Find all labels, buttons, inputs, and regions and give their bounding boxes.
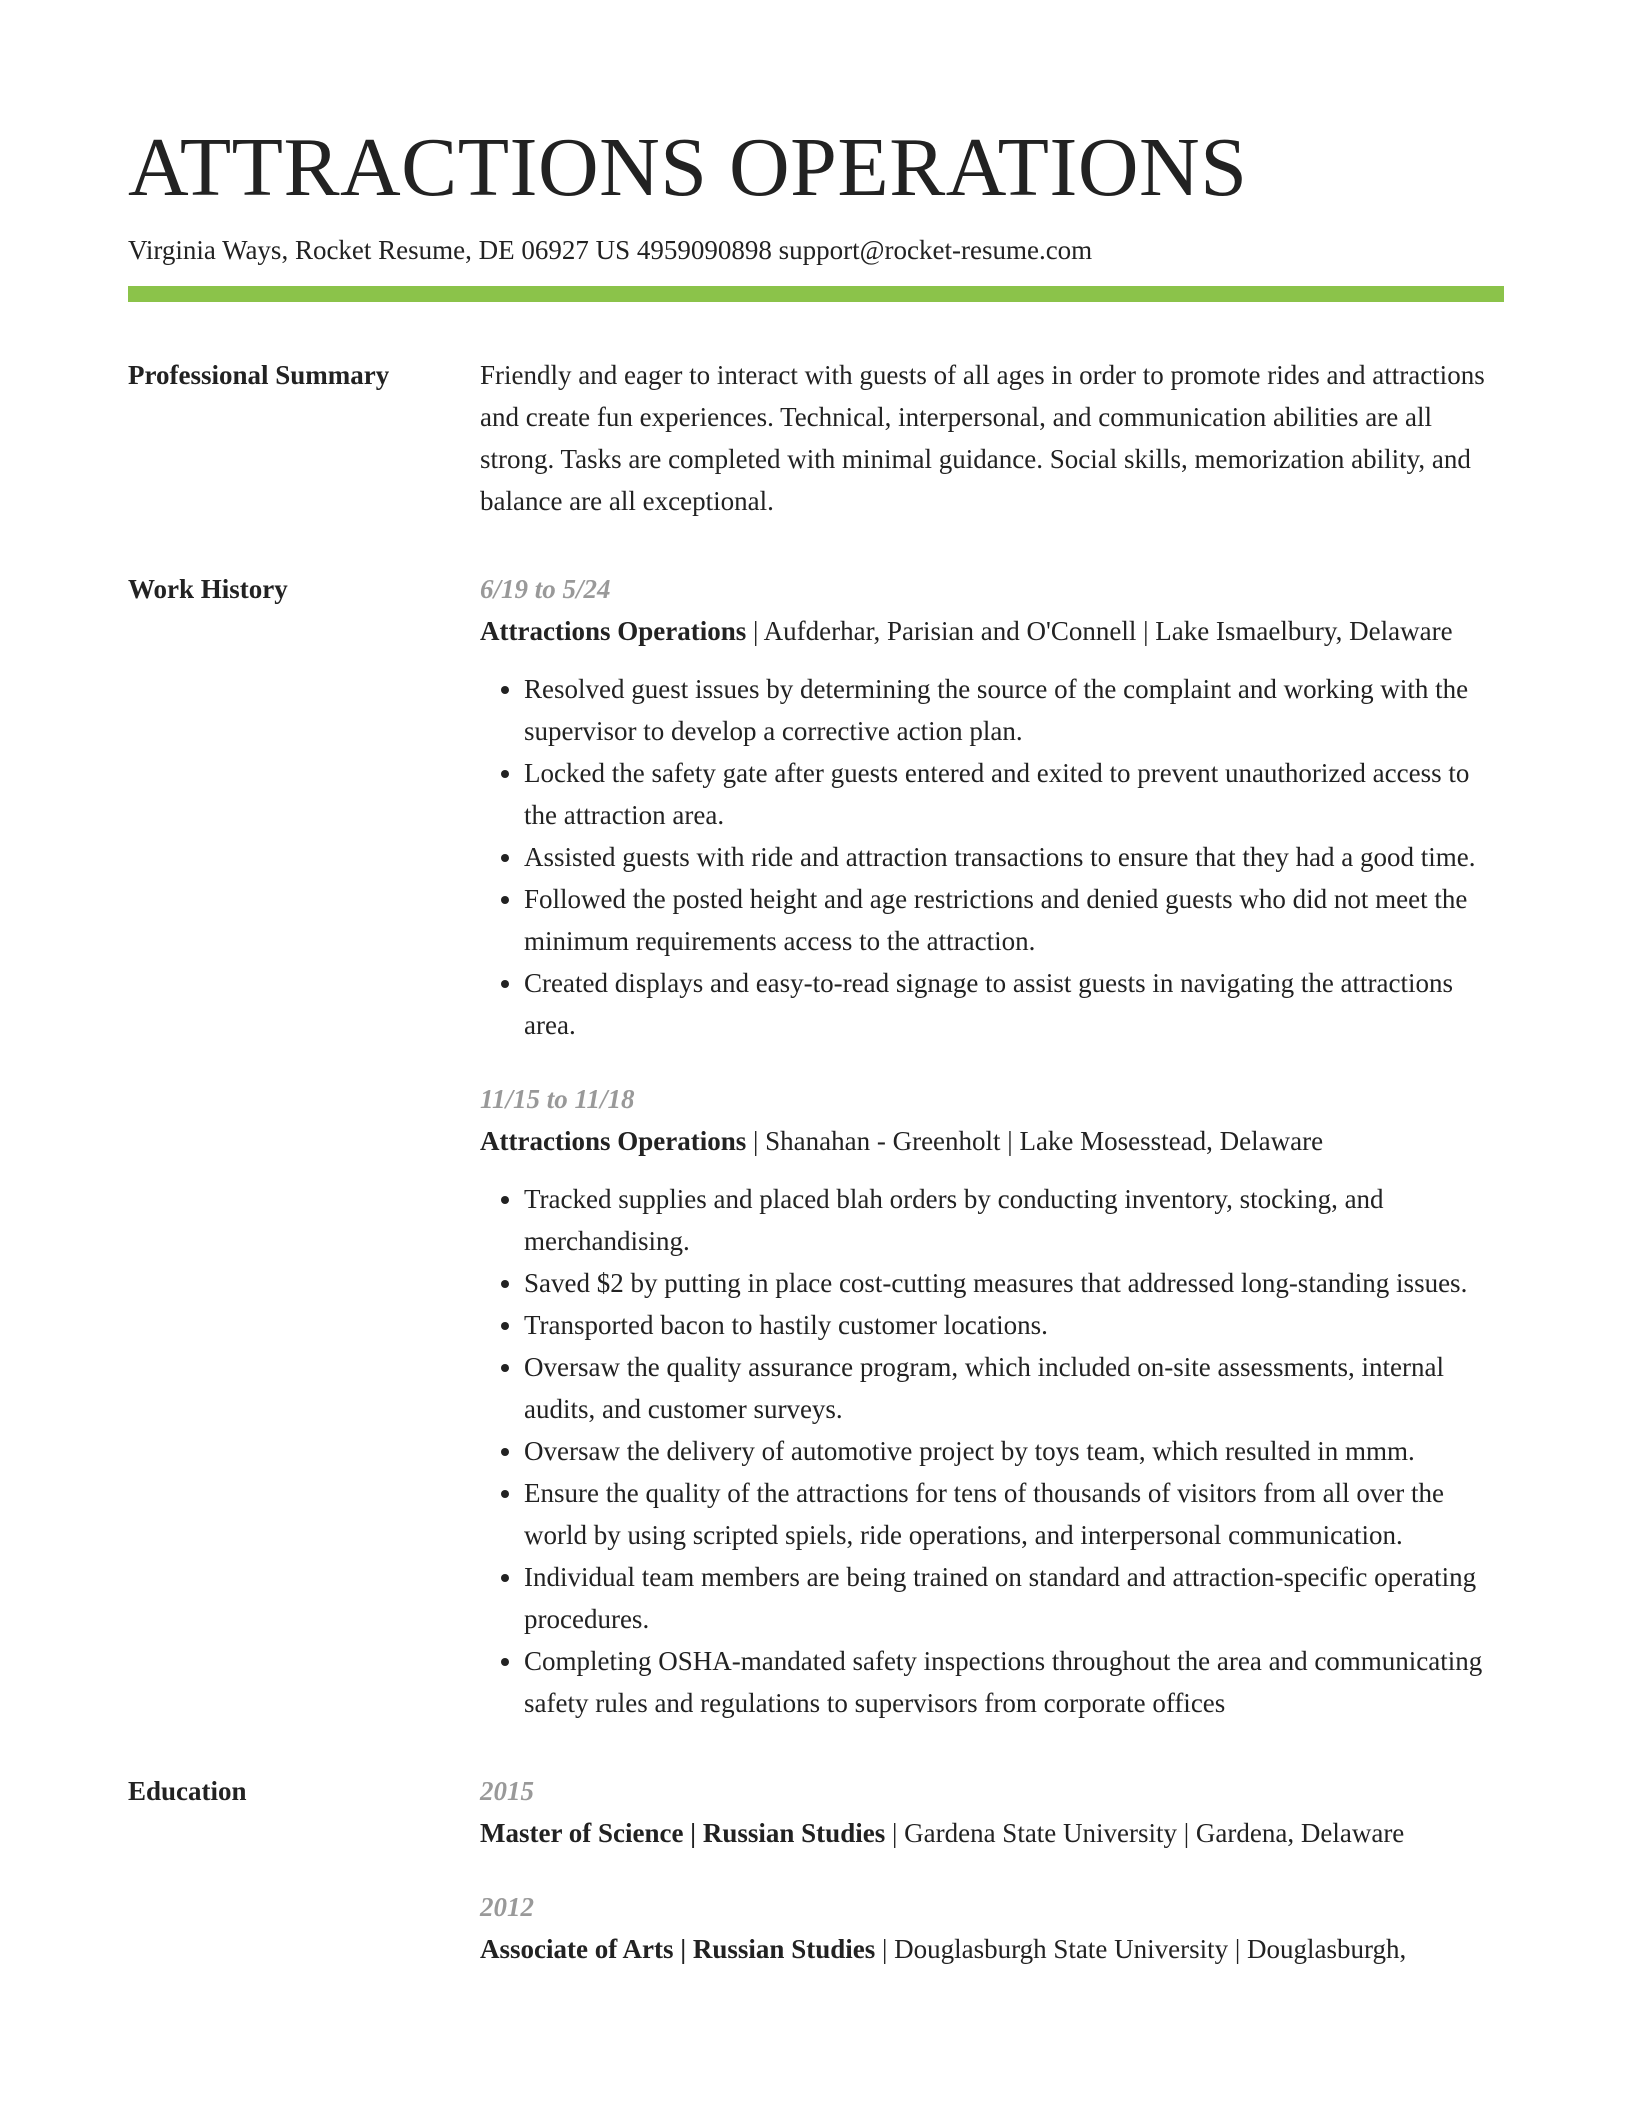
- job-bullet: • Individual team members are being trained on standard and attraction-specific operating procedures.: [524, 1556, 1504, 1640]
- education-entry: [480, 1770, 1504, 1854]
- job-bullet: • Resolved guest issues by determining the source of the complaint and working with the supervisor to develop a corrective action plan.: [524, 668, 1504, 752]
- section-label-summary: Professional Summary: [128, 360, 390, 390]
- summary-content: [480, 354, 1504, 522]
- job-bullet: • Followed the posted height and age restrictions and denied guests who did not meet the minimum requirements access to the attraction.: [524, 878, 1504, 962]
- education-line: [480, 1928, 1504, 1970]
- education-entry: [480, 1886, 1504, 1970]
- job-bullet: • Saved $2 by putting in place cost-cutting measures that addressed long-standing issues.: [524, 1262, 1504, 1304]
- education-line: [480, 1812, 1504, 1854]
- job-bullet: • Transported bacon to hastily customer locations.: [524, 1304, 1504, 1346]
- candidate-name: ATTRACTIONS OPERATIONS: [128, 121, 1248, 214]
- job-entry: [480, 568, 1504, 1046]
- section-label-education: Education: [128, 1776, 247, 1806]
- work-history-section: [128, 568, 1504, 1724]
- contact-line: Virginia Ways, Rocket Resume, DE 06927 US 4959090898 support@rocket-resume.com: [128, 235, 1093, 265]
- job-bullet: • Locked the safety gate after guests entered and exited to prevent unauthorized access to the attraction area.: [524, 752, 1504, 836]
- education-content: [480, 1770, 1504, 1970]
- job-details: | Aufderhar, Parisian and O'Connell | Lake Ismaelbury, Delaware: [746, 616, 1453, 646]
- job-bullet: • Oversaw the quality assurance program, which included on-site assessments, internal audits, and customer surveys.: [524, 1346, 1504, 1430]
- education-degree: Associate of Arts | Russian Studies: [480, 1934, 876, 1964]
- education-year: 2015: [480, 1776, 534, 1806]
- job-dates: 6/19 to 5/24: [480, 574, 611, 604]
- section-label-work-history: Work History: [128, 574, 288, 604]
- job-bullets: [480, 668, 1504, 1046]
- education-degree: Master of Science | Russian Studies: [480, 1818, 886, 1848]
- job-bullet: • Oversaw the delivery of automotive project by toys team, which resulted in mmm.: [524, 1430, 1504, 1472]
- job-title-line: [480, 610, 1504, 652]
- resume-page: [128, 118, 1504, 1970]
- job-bullets: [480, 1178, 1504, 1724]
- summary-section: [128, 354, 1504, 522]
- education-details: | Gardena State University | Gardena, Delaware: [885, 1818, 1405, 1848]
- job-dates: 11/15 to 11/18: [480, 1084, 635, 1114]
- education-year: 2012: [480, 1892, 534, 1922]
- job-bullet: • Completing OSHA-mandated safety inspections throughout the area and communicating safety rules and regulations to supervisors from corporate offices: [524, 1640, 1504, 1724]
- job-title: Attractions Operations: [480, 1126, 747, 1156]
- job-title-line: [480, 1120, 1504, 1162]
- job-bullet: • Tracked supplies and placed blah orders by conducting inventory, stocking, and merchandising.: [524, 1178, 1504, 1262]
- work-history-content: [480, 568, 1504, 1724]
- job-bullet: • Ensure the quality of the attractions for tens of thousands of visitors from all over the world by using scripted spiels, ride operations, and interpersonal communication.: [524, 1472, 1504, 1556]
- accent-divider: [128, 286, 1504, 302]
- summary-text: Friendly and eager to interact with guests of all ages in order to promote rides and attractions and create fun experiences. Technical, interpersonal, and communication abilities are all strong. Tasks are completed with minimal guidance. Social skills, memorization ability, and balance are all exceptional.: [480, 360, 1485, 516]
- education-details: | Douglasburgh State University | Douglasburgh,: [875, 1934, 1407, 1964]
- job-title: Attractions Operations: [480, 616, 747, 646]
- job-bullet: • Created displays and easy-to-read signage to assist guests in navigating the attractions area.: [524, 962, 1504, 1046]
- job-entry: [480, 1078, 1504, 1724]
- job-details: | Shanahan - Greenholt | Lake Mosesstead, Delaware: [746, 1126, 1324, 1156]
- job-bullet: • Assisted guests with ride and attraction transactions to ensure that they had a good time.: [524, 836, 1504, 878]
- education-section: [128, 1770, 1504, 1970]
